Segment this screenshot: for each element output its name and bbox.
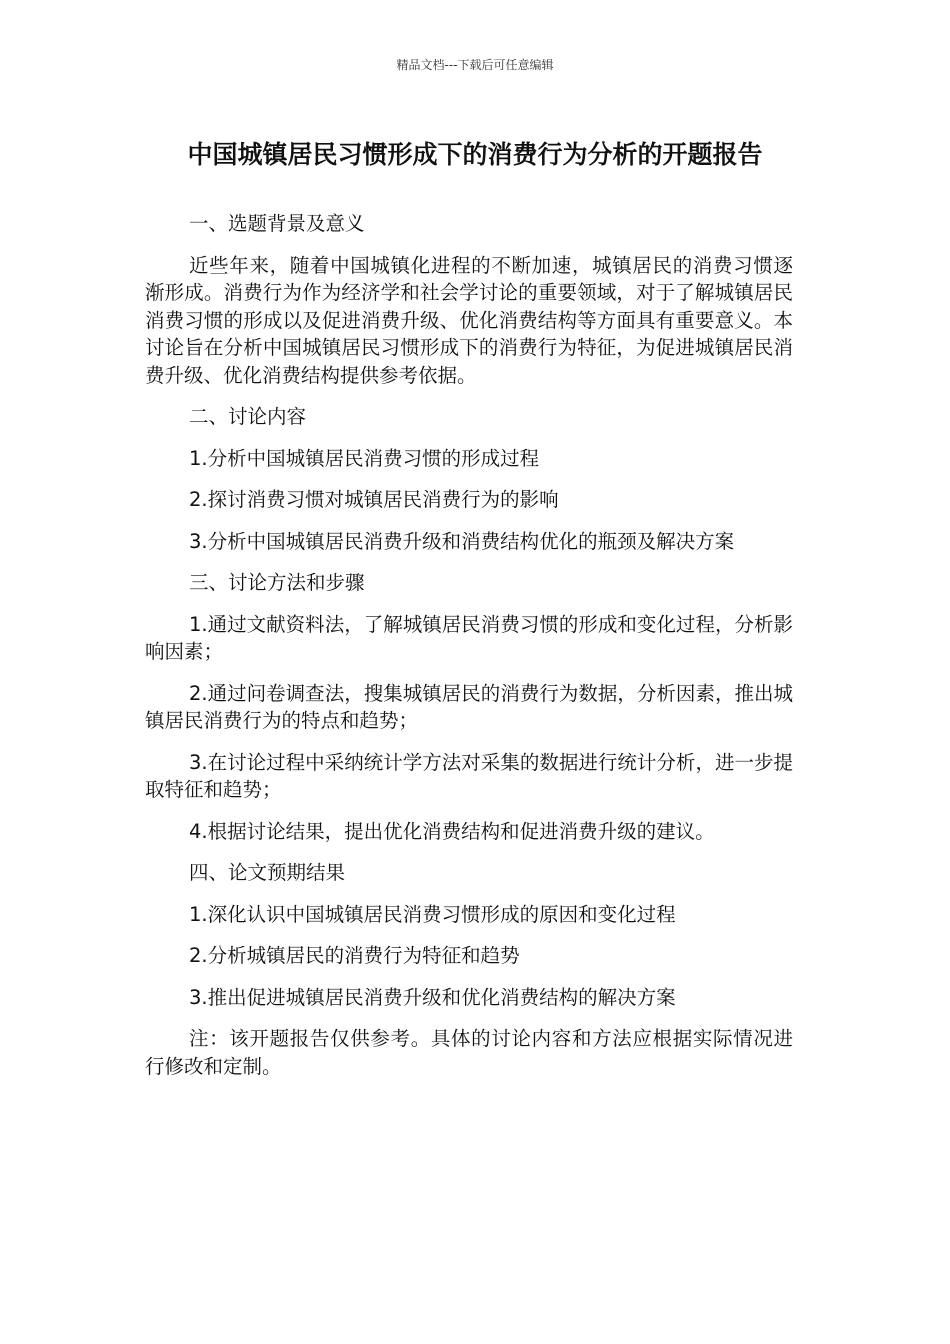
content-item-1: 1.分析中国城镇居民消费习惯的形成过程 <box>189 446 540 470</box>
page-header: 精品文档---下载后可任意编辑 <box>396 58 554 72</box>
method-item-3: 3.在讨论过程中采纳统计学方法对采集的数据进行统计分析，进一步提取特征和趋势； <box>145 750 793 801</box>
result-item-3: 3.推出促进城镇居民消费升级和优化消费结构的解决方案 <box>189 985 676 1009</box>
section-heading-background: 一、选题背景及意义 <box>189 212 365 235</box>
document-body <box>145 210 793 1094</box>
result-item-1: 1.深化认识中国城镇居民消费习惯形成的原因和变化过程 <box>189 902 676 926</box>
method-item-2: 2.通过问卷调查法，搜集城镇居民的消费行为数据，分析因素，推出城镇居民消费行为的特点和趋势； <box>145 681 793 732</box>
section-heading-methods: 三、讨论方法和步骤 <box>189 571 365 594</box>
section-heading-results: 四、论文预期结果 <box>189 861 346 884</box>
content-item-2: 2.探讨消费习惯对城镇居民消费行为的影响 <box>189 488 559 511</box>
method-item-4: 4.根据讨论结果，提出优化消费结构和促进消费升级的建议。 <box>189 819 715 843</box>
content-item-3: 3.分析中国城镇居民消费升级和消费结构优化的瓶颈及解决方案 <box>189 529 735 553</box>
result-item-2: 2.分析城镇居民的消费行为特征和趋势 <box>189 944 520 967</box>
note-paragraph: 注：该开题报告仅供参考。具体的讨论内容和方法应根据实际情况进行修改和定制。 <box>145 1027 793 1078</box>
document-title: 中国城镇居民习惯形成下的消费行为分析的开题报告 <box>187 140 763 169</box>
section-heading-content: 二、讨论内容 <box>189 405 307 428</box>
background-paragraph: 近些年来，随着中国城镇化进程的不断加速，城镇居民的消费习惯逐渐形成。消费行为作为经济学和社会学讨论的重要领域，对于了解城镇居民消费习惯的形成以及促进消费升级、优化消费结构等方面具有重要意义。本讨论旨在分析中国城镇居民习惯形成下的消费行为特征，为促进城镇居民消费升级、优化消费结构提供参考依据。 <box>145 253 793 387</box>
method-item-1: 1.通过文献资料法，了解城镇居民消费习惯的形成和变化过程，分析影响因素； <box>145 612 793 663</box>
